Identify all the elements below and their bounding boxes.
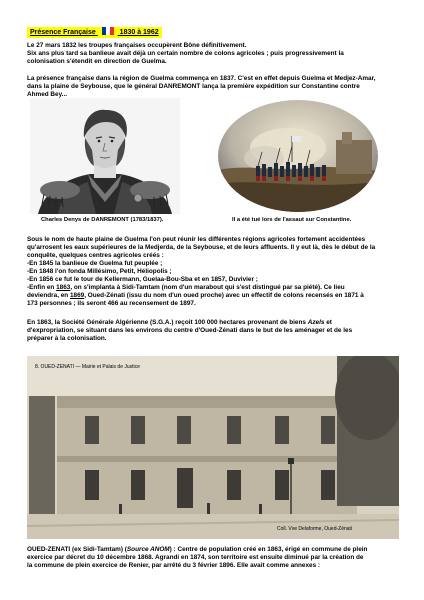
text-span: -Enfin en — [27, 284, 57, 291]
french-flag-icon — [102, 27, 114, 35]
postcard-top-caption: 8. OUED-ZENATI — Mairie et Palais de Justice — [35, 364, 140, 370]
town-name: OUED-ZENATI — [27, 546, 71, 553]
source-reference: Source ANOM — [126, 546, 170, 553]
text-span: deviendra, en — [27, 292, 70, 299]
town-hall-photo — [27, 356, 399, 539]
portrait-engraving — [30, 98, 180, 214]
constantine-assault-painting — [218, 100, 378, 212]
guelma-paragraph — [27, 75, 399, 99]
footer-line: la commune de plein exercice de Renier, par arrêté du 3 février 1896. Elle avait comme annexes : — [27, 562, 321, 569]
year-1869: 1869 — [69, 292, 85, 299]
plaine-paragraph — [27, 236, 399, 308]
painting-illustration — [218, 100, 378, 212]
sga-paragraph — [27, 319, 399, 343]
centre-list-item — [27, 292, 399, 300]
guelma-line: Ahmed Bey... — [27, 91, 68, 98]
centre-list-item: 173 personnes ; ils seront 466 au recensement de 1897. — [27, 300, 196, 307]
oued-zenati-paragraph — [27, 546, 399, 570]
text-span: , Oued-Zénati (issu du nom d'un oued proche) avec un effectif de colons recensés en 1871 à — [84, 292, 364, 299]
centre-list-item: -En 1845 la banlieue de Guelma fut peuplée ; — [27, 260, 163, 267]
intro-paragraph — [27, 42, 399, 66]
sga-line: d'expropriation, se situant dans les environs du centre d'Oued-Zénati dans le but de les aménager et de les — [27, 327, 353, 334]
painting-caption: Il a été tué lors de l'assaut sur Constantine. — [232, 217, 352, 223]
title-years: 1830 à 1962 — [119, 29, 159, 36]
centre-list-item: -En 1856 ce fut le tour de Kellermann, Guelaa-Bou-Sba et en 1857, Duvivier ; — [27, 276, 258, 283]
sga-line — [27, 319, 399, 327]
text-span: , on s'implanta à Sidi-Tamtam (nom d'un marabout qui s'est distingué par sa piété). Ce lieu — [70, 284, 345, 291]
intro-line: Le 27 mars 1832 les troupes françaises occupèrent Bône définitivement. — [27, 42, 247, 49]
text-span: (ex Sidi-Tamtam) ( — [70, 546, 127, 553]
text-span: et — [324, 319, 332, 326]
plaine-line: qu'arrosent les eaux supérieures de la Medjerda, de la Seybouse, et de leurs affluents. Il y eut là, dès le début de la — [27, 244, 376, 251]
intro-line: Six ans plus tard sa banlieue avait déjà un certain nombre de colons agricoles ; puis progressivement la — [27, 50, 344, 57]
footer-line: exercice par décret du 10 décembre 1868. Agrandi en 1874, son territoire est ensuite diminué par la création de — [27, 554, 364, 561]
postcard-bottom-caption: Coll. Vve Delaforme, Oued-Zénati — [277, 526, 353, 532]
sga-line: préparer à la colonisation. — [27, 335, 107, 342]
guelma-line: dans la plaine de Seybouse, que le général DANREMONT lança la première expédition sur Constantine contre — [27, 83, 360, 90]
text-span: En 1863, la Société Générale Algérienne (S.G.A.) reçoit 100 000 hectares provenant de biens — [27, 319, 308, 326]
oued-zenati-postcard — [27, 356, 399, 539]
title-text: Présence Française — [30, 29, 96, 36]
portrait-caption: Charles Denys de DANREMONT (1783/1837). — [41, 217, 164, 223]
guelma-line: La présence française dans la région de Guelma commença en 1837. C'est en effet depuis Guelma et Medjez-Amar, — [27, 75, 376, 82]
danremont-portrait — [30, 98, 180, 214]
year-1863: 1863 — [56, 284, 71, 291]
centre-list-item — [27, 284, 399, 292]
plaine-line: conquête, quelques centres agricoles créés : — [27, 252, 164, 259]
centre-list-item: -En 1848 l'on fonda Millésimo, Petit, Héliopolis ; — [27, 268, 172, 275]
page-title — [27, 27, 162, 38]
azels-term: Azels — [307, 319, 325, 326]
text-span: ) : Centre de population créé en 1863, érigé en commune de plein — [169, 546, 368, 553]
plaine-line: Sous le nom de haute plaine de Guelma l'on peut réunir les différentes régions agricoles fortement accidentées — [27, 236, 366, 243]
footer-line — [27, 546, 399, 554]
intro-line: colonisation s'étendit en direction de Guelma. — [27, 58, 167, 65]
